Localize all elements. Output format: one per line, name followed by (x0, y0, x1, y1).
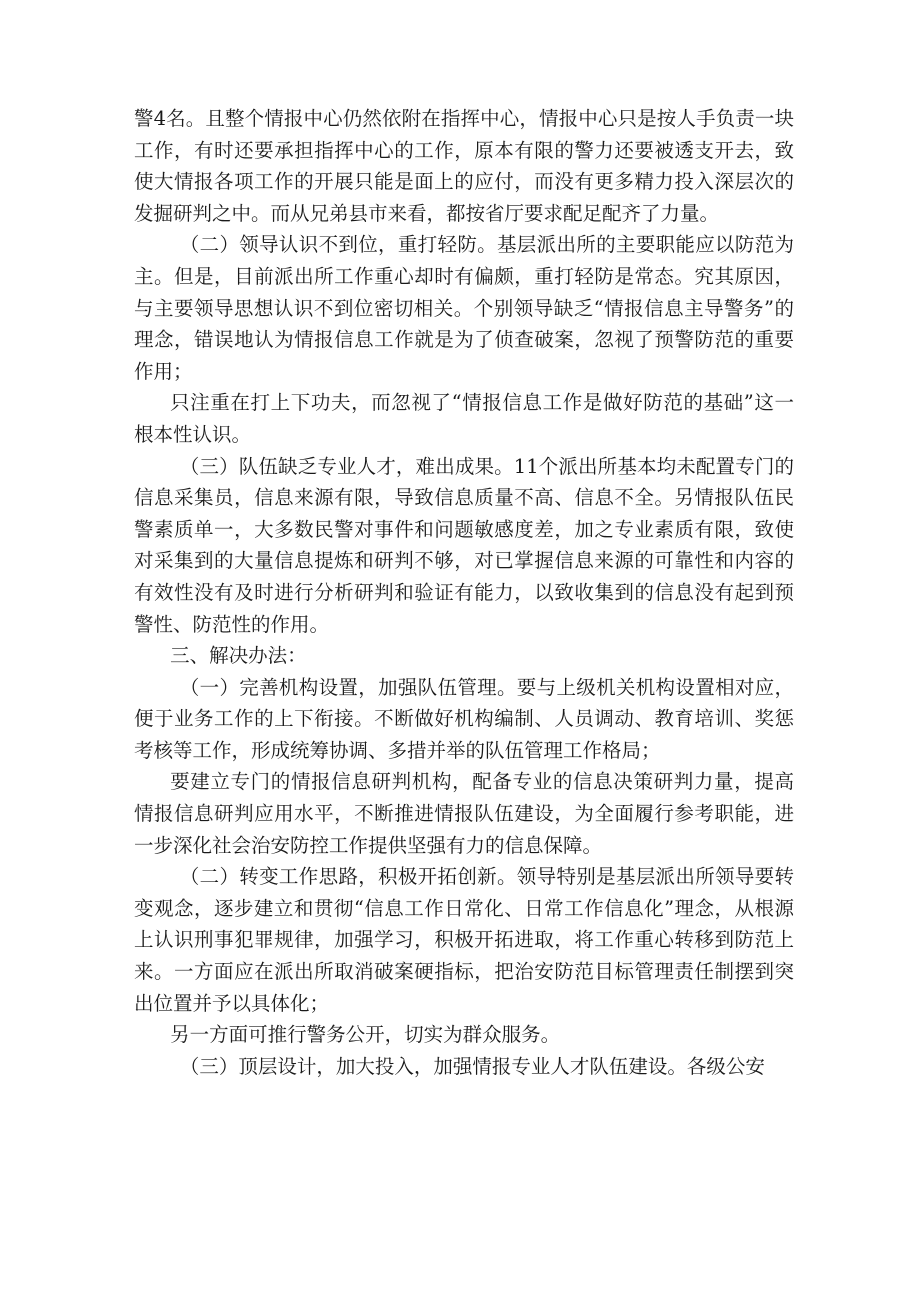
paragraph-section-2-2: （二）领导认识不到位，重打轻防。基层派出所的主要职能应以防范为主。但是，目前派出所工作重心却时有偏颇，重打轻防是常态。究其原因，与主要领导思想认识不到位密切相关。个别领导缺乏“情报信息主导警务”的理念，错误地认为情报信息工作就是为了侦查破案，忽视了预警防范的重要作用； (134, 233, 794, 383)
paragraph-section-2-3: （三）队伍缺乏专业人才，难出成果。11个派出所基本均未配置专门的信息采集员，信息来源有限，导致信息质量不高、信息不全。另情报队伍民警素质单一，大多数民警对事件和问题敏感度差，加之专业素质有限，致使对采集到的大量信息提炼和研判不够，对已掌握信息来源的可靠性和内容的有效性没有及时进行分析研判和验证有能力，以致收集到的信息没有起到预警性、防范性的作用。 (134, 454, 794, 636)
paragraph-section-3-2: （二）转变工作思路，积极开拓创新。领导特别是基层派出所领导要转变观念，逐步建立和贯彻“信息工作日常化、日常工作信息化”理念，从根源上认识刑事犯罪规律，加强学习，积极开拓进取，将工作重心转移到防范上来。一方面应在派出所取消破案硬指标，把治安防范目标管理责任制摆到突出位置并予以具体化； (134, 865, 794, 1015)
document-body (134, 103, 794, 1082)
paragraph-section-3-1: （一）完善机构设置，加强队伍管理。要与上级机关机构设置相对应，便于业务工作的上下衔接。不断做好机构编制、人员调动、教育培训、奖惩考核等工作，形成统筹协调、多措并举的队伍管理工作格局； (134, 675, 794, 762)
paragraph-police-transparency: 另一方面可推行警务公开，切实为群众服务。 (170, 1023, 561, 1047)
paragraph-section-3-3: （三）顶层设计，加大投入，加强情报专业人才队伍建设。各级公安 (179, 1054, 765, 1078)
paragraph-analysis-agency: 要建立专门的情报信息研判机构，配备专业的信息决策研判力量，提高情报信息研判应用水平，不断推进情报队伍建设，为全面履行参考职能，进一步深化社会治安防控工作提供坚强有力的信息保障。 (134, 770, 794, 857)
section-heading-solutions: 三、解决办法： (170, 644, 307, 668)
paragraph-prevention-basis: 只注重在打上下功夫，而忽视了“情报信息工作是做好防范的基础”这一根本性认识。 (134, 391, 794, 446)
paragraph-staffing: 警4名。且整个情报中心仍然依附在指挥中心，情报中心只是按人手负责一块工作，有时还要承担指挥中心的工作，原本有限的警力还要被透支开去，致使大情报各项工作的开展只能是面上的应付，而没有更多精力投入深层次的发掘研判之中。而从兄弟县市来看，都按省厅要求配足配齐了力量。 (134, 107, 794, 225)
